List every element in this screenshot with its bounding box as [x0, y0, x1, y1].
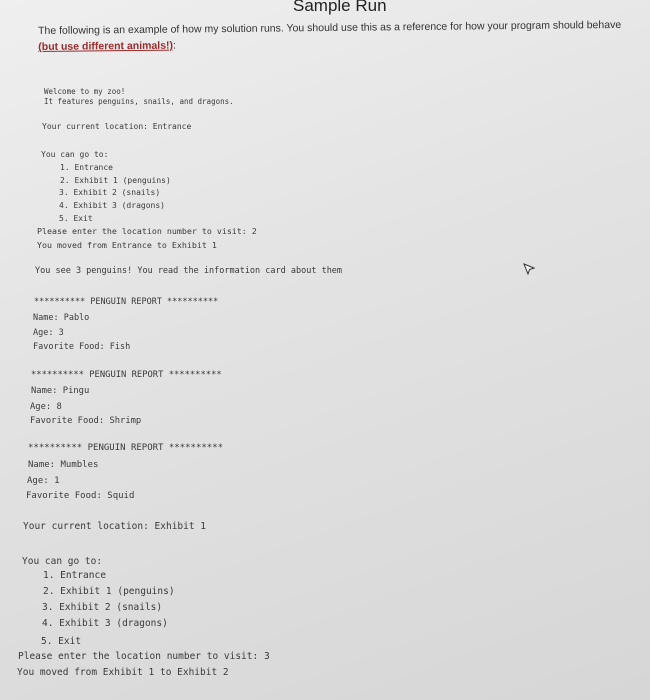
- console-line: ********** PENGUIN REPORT **********: [31, 370, 222, 380]
- console-line: 1. Entrance: [60, 163, 113, 172]
- console-line: You moved from Entrance to Exhibit 1: [37, 240, 217, 250]
- intro-emphasis: (but use different animals!): [38, 39, 174, 53]
- console-line: 1. Entrance: [43, 570, 106, 581]
- console-line: ********** PENGUIN REPORT **********: [28, 443, 224, 453]
- intro-text: The following is an example of how my solution runs. You should use this as a reference for how your program should behave: [38, 18, 622, 37]
- console-line: You moved from Exhibit 1 to Exhibit 2: [17, 667, 229, 678]
- console-line: 3. Exhibit 2 (snails): [42, 602, 163, 613]
- console-line: It features penguins, snails, and dragons.: [44, 97, 234, 106]
- console-line: Favorite Food: Squid: [26, 491, 135, 501]
- console-line: You can go to:: [41, 150, 109, 159]
- console-line: You can go to:: [22, 556, 103, 567]
- console-line: Welcome to my zoo!: [44, 87, 126, 96]
- console-line: Name: Pablo: [33, 313, 90, 323]
- console-line: 4. Exhibit 3 (dragons): [59, 201, 165, 210]
- console-line: 3. Exhibit 2 (snails): [59, 188, 161, 197]
- console-line: Please enter the location number to visit: 2: [37, 226, 257, 236]
- console-line: Age: 1: [27, 476, 60, 486]
- mouse-cursor-icon: [523, 263, 535, 275]
- console-line: Name: Mumbles: [28, 460, 99, 470]
- console-line: 5. Exit: [59, 214, 93, 223]
- console-line: 2. Exhibit 1 (penguins): [60, 176, 171, 185]
- console-line: Your current location: Exhibit 1: [23, 521, 207, 532]
- console-line: Age: 3: [33, 328, 64, 338]
- console-line: Please enter the location number to visit: 3: [18, 651, 270, 662]
- console-line: Favorite Food: Fish: [33, 342, 131, 352]
- console-line: Your current location: Entrance: [42, 122, 192, 131]
- console-line: You see 3 penguins! You read the information card about them: [35, 266, 343, 276]
- intro-text-end: :: [172, 39, 176, 52]
- console-line: 5. Exit: [41, 636, 82, 647]
- console-line: 2. Exhibit 1 (penguins): [43, 586, 175, 597]
- console-line: Age: 8: [30, 402, 62, 412]
- console-line: ********** PENGUIN REPORT **********: [34, 297, 219, 307]
- console-line: Favorite Food: Shrimp: [30, 416, 142, 426]
- page-title: Sample Run: [293, 0, 387, 15]
- console-line: Name: Pingu: [31, 386, 90, 396]
- console-line: 4. Exhibit 3 (dragons): [42, 618, 168, 629]
